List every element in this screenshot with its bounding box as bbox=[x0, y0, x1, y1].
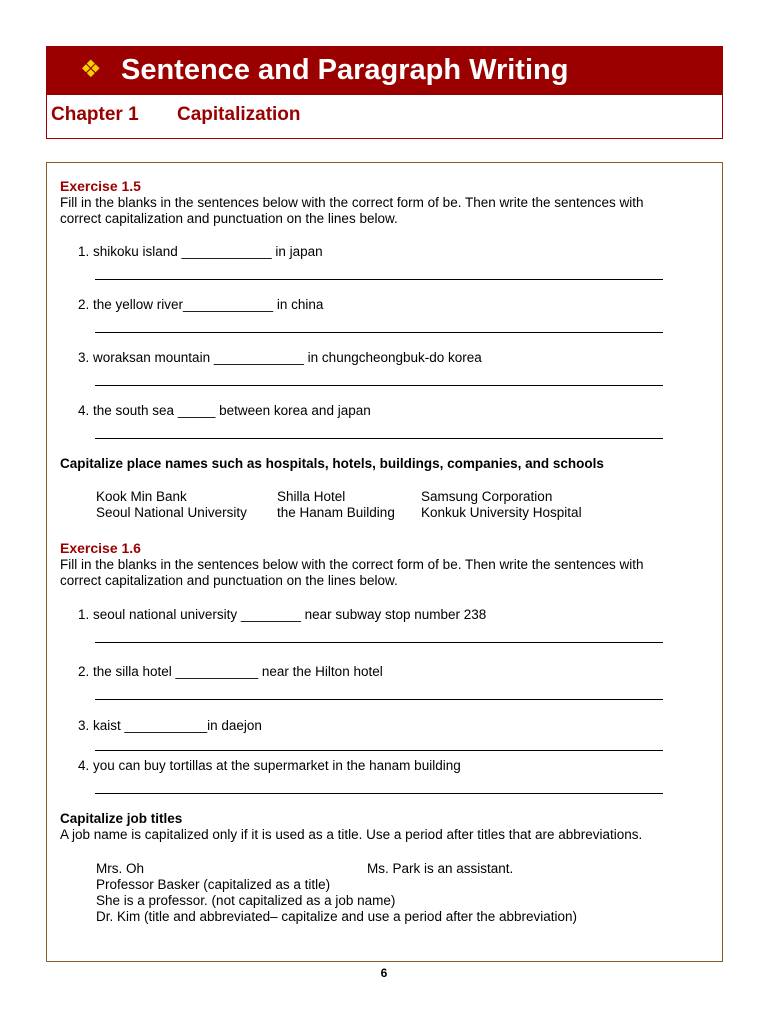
exercise-1-6-item: 1. seoul national university ________ near subway stop number 238 bbox=[78, 607, 487, 622]
job-titles-heading: Capitalize job titles bbox=[60, 811, 183, 826]
answer-line[interactable] bbox=[95, 332, 663, 333]
place-name: the Hanam Building bbox=[277, 505, 395, 520]
chapter-name: Capitalization bbox=[177, 104, 301, 125]
exercise-1-6-item: 4. you can buy tortillas at the supermarket in the hanam building bbox=[78, 758, 461, 773]
place-name: Shilla Hotel bbox=[277, 489, 346, 504]
answer-line[interactable] bbox=[95, 750, 663, 751]
chapter-header bbox=[46, 95, 723, 139]
exercise-1-6-instructions-line2: correct capitalization and punctuation on the lines below. bbox=[60, 573, 398, 588]
exercise-1-6-item: 3. kaist ___________in daejon bbox=[78, 718, 262, 733]
diamond-bullet-icon: ❖ bbox=[80, 56, 102, 83]
answer-line[interactable] bbox=[95, 642, 663, 643]
content-box bbox=[46, 162, 723, 962]
exercise-1-5-item: 4. the south sea _____ between korea and japan bbox=[78, 403, 371, 418]
answer-line[interactable] bbox=[95, 385, 663, 386]
place-name: Samsung Corporation bbox=[421, 489, 553, 504]
job-title-example: Mrs. Oh bbox=[96, 861, 145, 876]
exercise-1-5-item: 2. the yellow river____________ in china bbox=[78, 297, 324, 312]
exercise-1-5-item: 3. woraksan mountain ____________ in chungcheongbuk-do korea bbox=[78, 350, 482, 365]
exercise-1-5-instructions-line1: Fill in the blanks in the sentences below with the correct form of be. Then write the sentences with bbox=[60, 195, 644, 210]
place-name: Kook Min Bank bbox=[96, 489, 187, 504]
job-title-example: Ms. Park is an assistant. bbox=[367, 861, 514, 876]
job-title-example: She is a professor. (not capitalized as a job name) bbox=[96, 893, 396, 908]
place-name: Konkuk University Hospital bbox=[421, 505, 582, 520]
job-title-example: Professor Basker (capitalized as a title) bbox=[96, 877, 331, 892]
answer-line[interactable] bbox=[95, 793, 663, 794]
place-name: Seoul National University bbox=[96, 505, 247, 520]
answer-line[interactable] bbox=[95, 438, 663, 439]
exercise-1-6-item: 2. the silla hotel ___________ near the Hilton hotel bbox=[78, 664, 383, 679]
exercise-1-6-instructions-line1: Fill in the blanks in the sentences below with the correct form of be. Then write the sentences with bbox=[60, 557, 644, 572]
answer-line[interactable] bbox=[95, 699, 663, 700]
exercise-1-5-item: 1. shikoku island ____________ in japan bbox=[78, 244, 323, 259]
job-titles-description: A job name is capitalized only if it is used as a title. Use a period after titles that are abbreviations. bbox=[60, 827, 643, 842]
answer-line[interactable] bbox=[95, 279, 663, 280]
title-banner bbox=[46, 46, 723, 95]
place-names-heading: Capitalize place names such as hospitals, hotels, buildings, companies, and schools bbox=[60, 456, 604, 471]
page-number: 6 bbox=[380, 966, 388, 980]
exercise-1-5-instructions-line2: correct capitalization and punctuation on the lines below. bbox=[60, 211, 398, 226]
exercise-1-5-title: Exercise 1.5 bbox=[60, 178, 141, 194]
chapter-number: Chapter 1 bbox=[51, 104, 139, 125]
job-title-example: Dr. Kim (title and abbreviated– capitalize and use a period after the abbreviation) bbox=[96, 909, 578, 924]
page-title: Sentence and Paragraph Writing bbox=[121, 54, 569, 86]
exercise-1-6-title: Exercise 1.6 bbox=[60, 540, 141, 556]
